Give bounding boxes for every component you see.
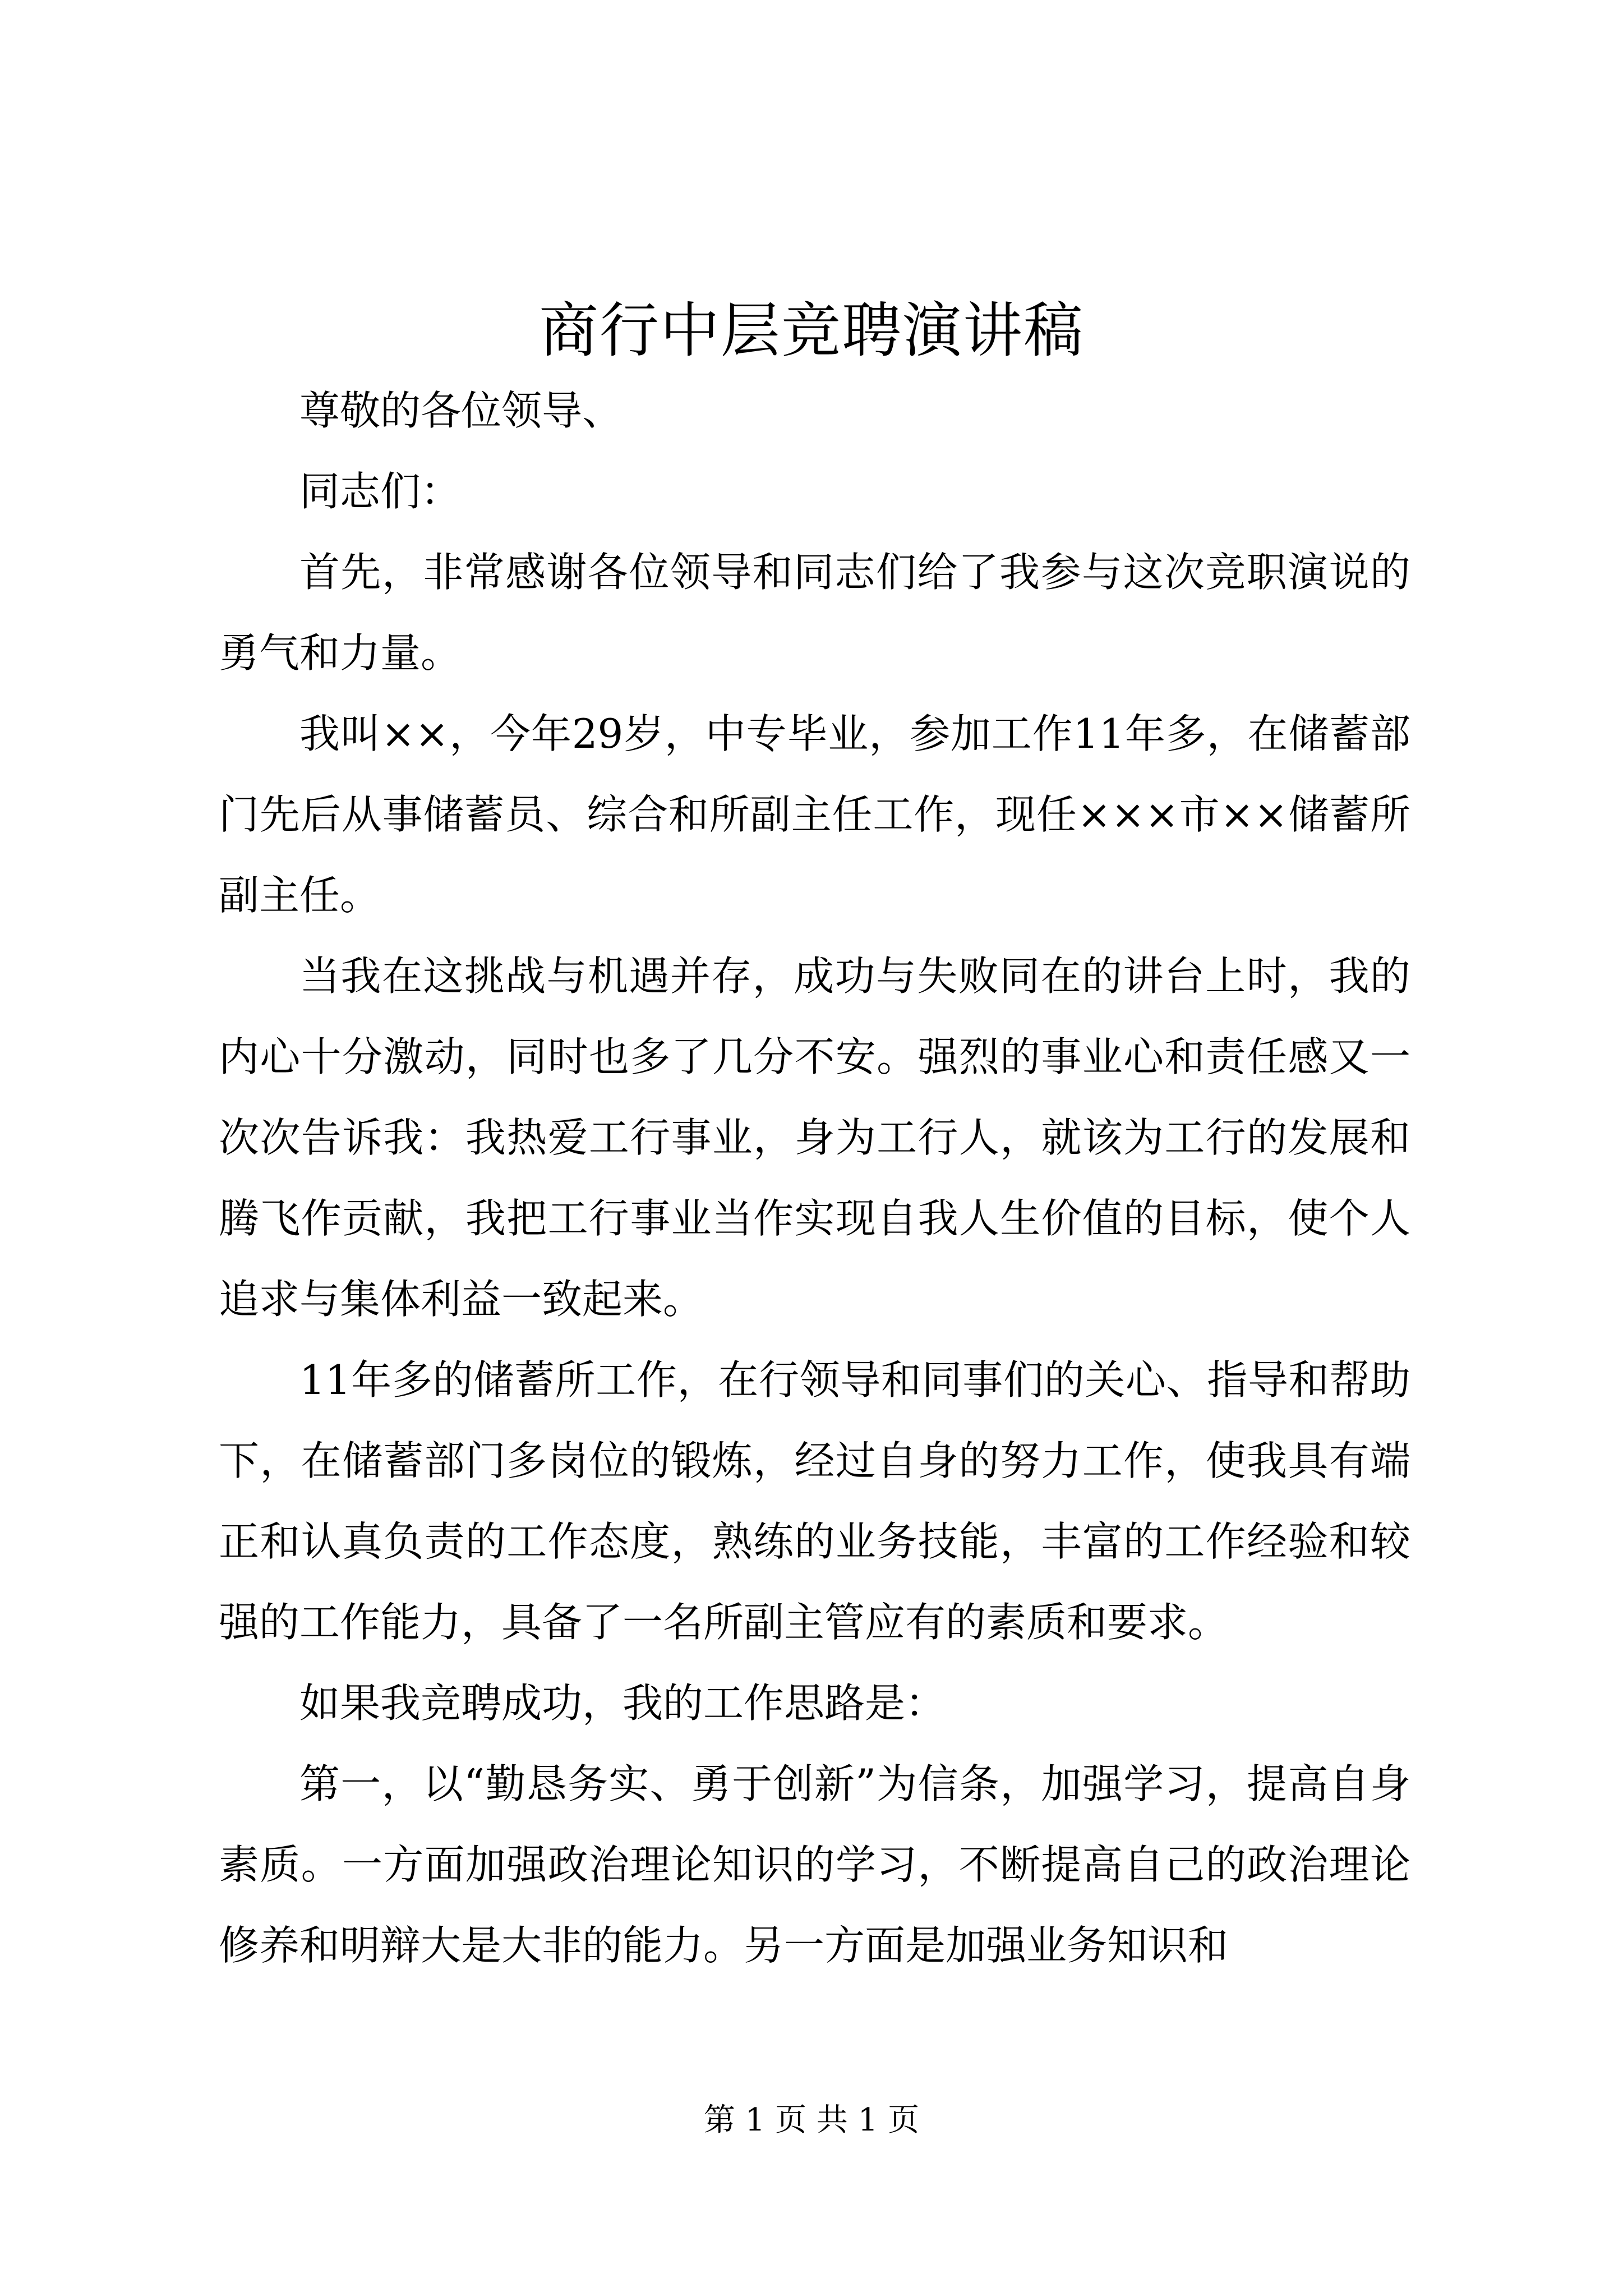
paragraph-experience: 11年多的储蓄所工作，在行领导和同事们的关心、指导和帮助下，在储蓄部门多岗位的锻炼，经过自身的努力工作，使我具有端正和认真负责的工作态度，熟练的业务技能，丰富的工作经验和较强的工作能力，具备了一名所副主管应有的素质和要求。: [219, 1356, 1410, 1646]
paragraph-salutation-2: 同志们：: [299, 468, 462, 515]
paragraph-plan-first: 第一，以“勤恳务实、勇于创新”为信条，加强学习，提高自身素质。一方面加强政治理论知识的学习，不断提高自己的政治理论修养和明辩大是大非的能力。另一方面是加强业务知识和: [219, 1760, 1410, 1969]
paragraph-motivation: 当我在这挑战与机遇并存，成功与失败同在的讲台上时，我的内心十分激动，同时也多了几分不安。强烈的事业心和责任感又一次次告诉我：我热爱工行事业，身为工行人，就该为工行的发展和腾飞作贡献，我把工行事业当作实现自我人生价值的目标，使个人追求与集体利益一致起来。: [219, 953, 1410, 1323]
paragraph-salutation-1: 尊敬的各位领导、: [299, 387, 623, 434]
page-footer: 第 1 页 共 1 页: [703, 2102, 920, 2138]
paragraph-plan-lead: 如果我竞聘成功，我的工作思路是：: [299, 1680, 946, 1727]
document-body: [219, 370, 1410, 1986]
paragraph-intro: 首先，非常感谢各位领导和同志们给了我参与这次竞职演说的勇气和力量。: [219, 549, 1410, 677]
document-title: 商行中层竞聘演讲稿: [539, 296, 1084, 365]
paragraph-self-introduction: 我叫××，今年29岁，中专毕业，参加工作11年多，在储蓄部门先后从事储蓄员、综合和所副主任工作，现任×××市××储蓄所副主任。: [219, 710, 1410, 919]
